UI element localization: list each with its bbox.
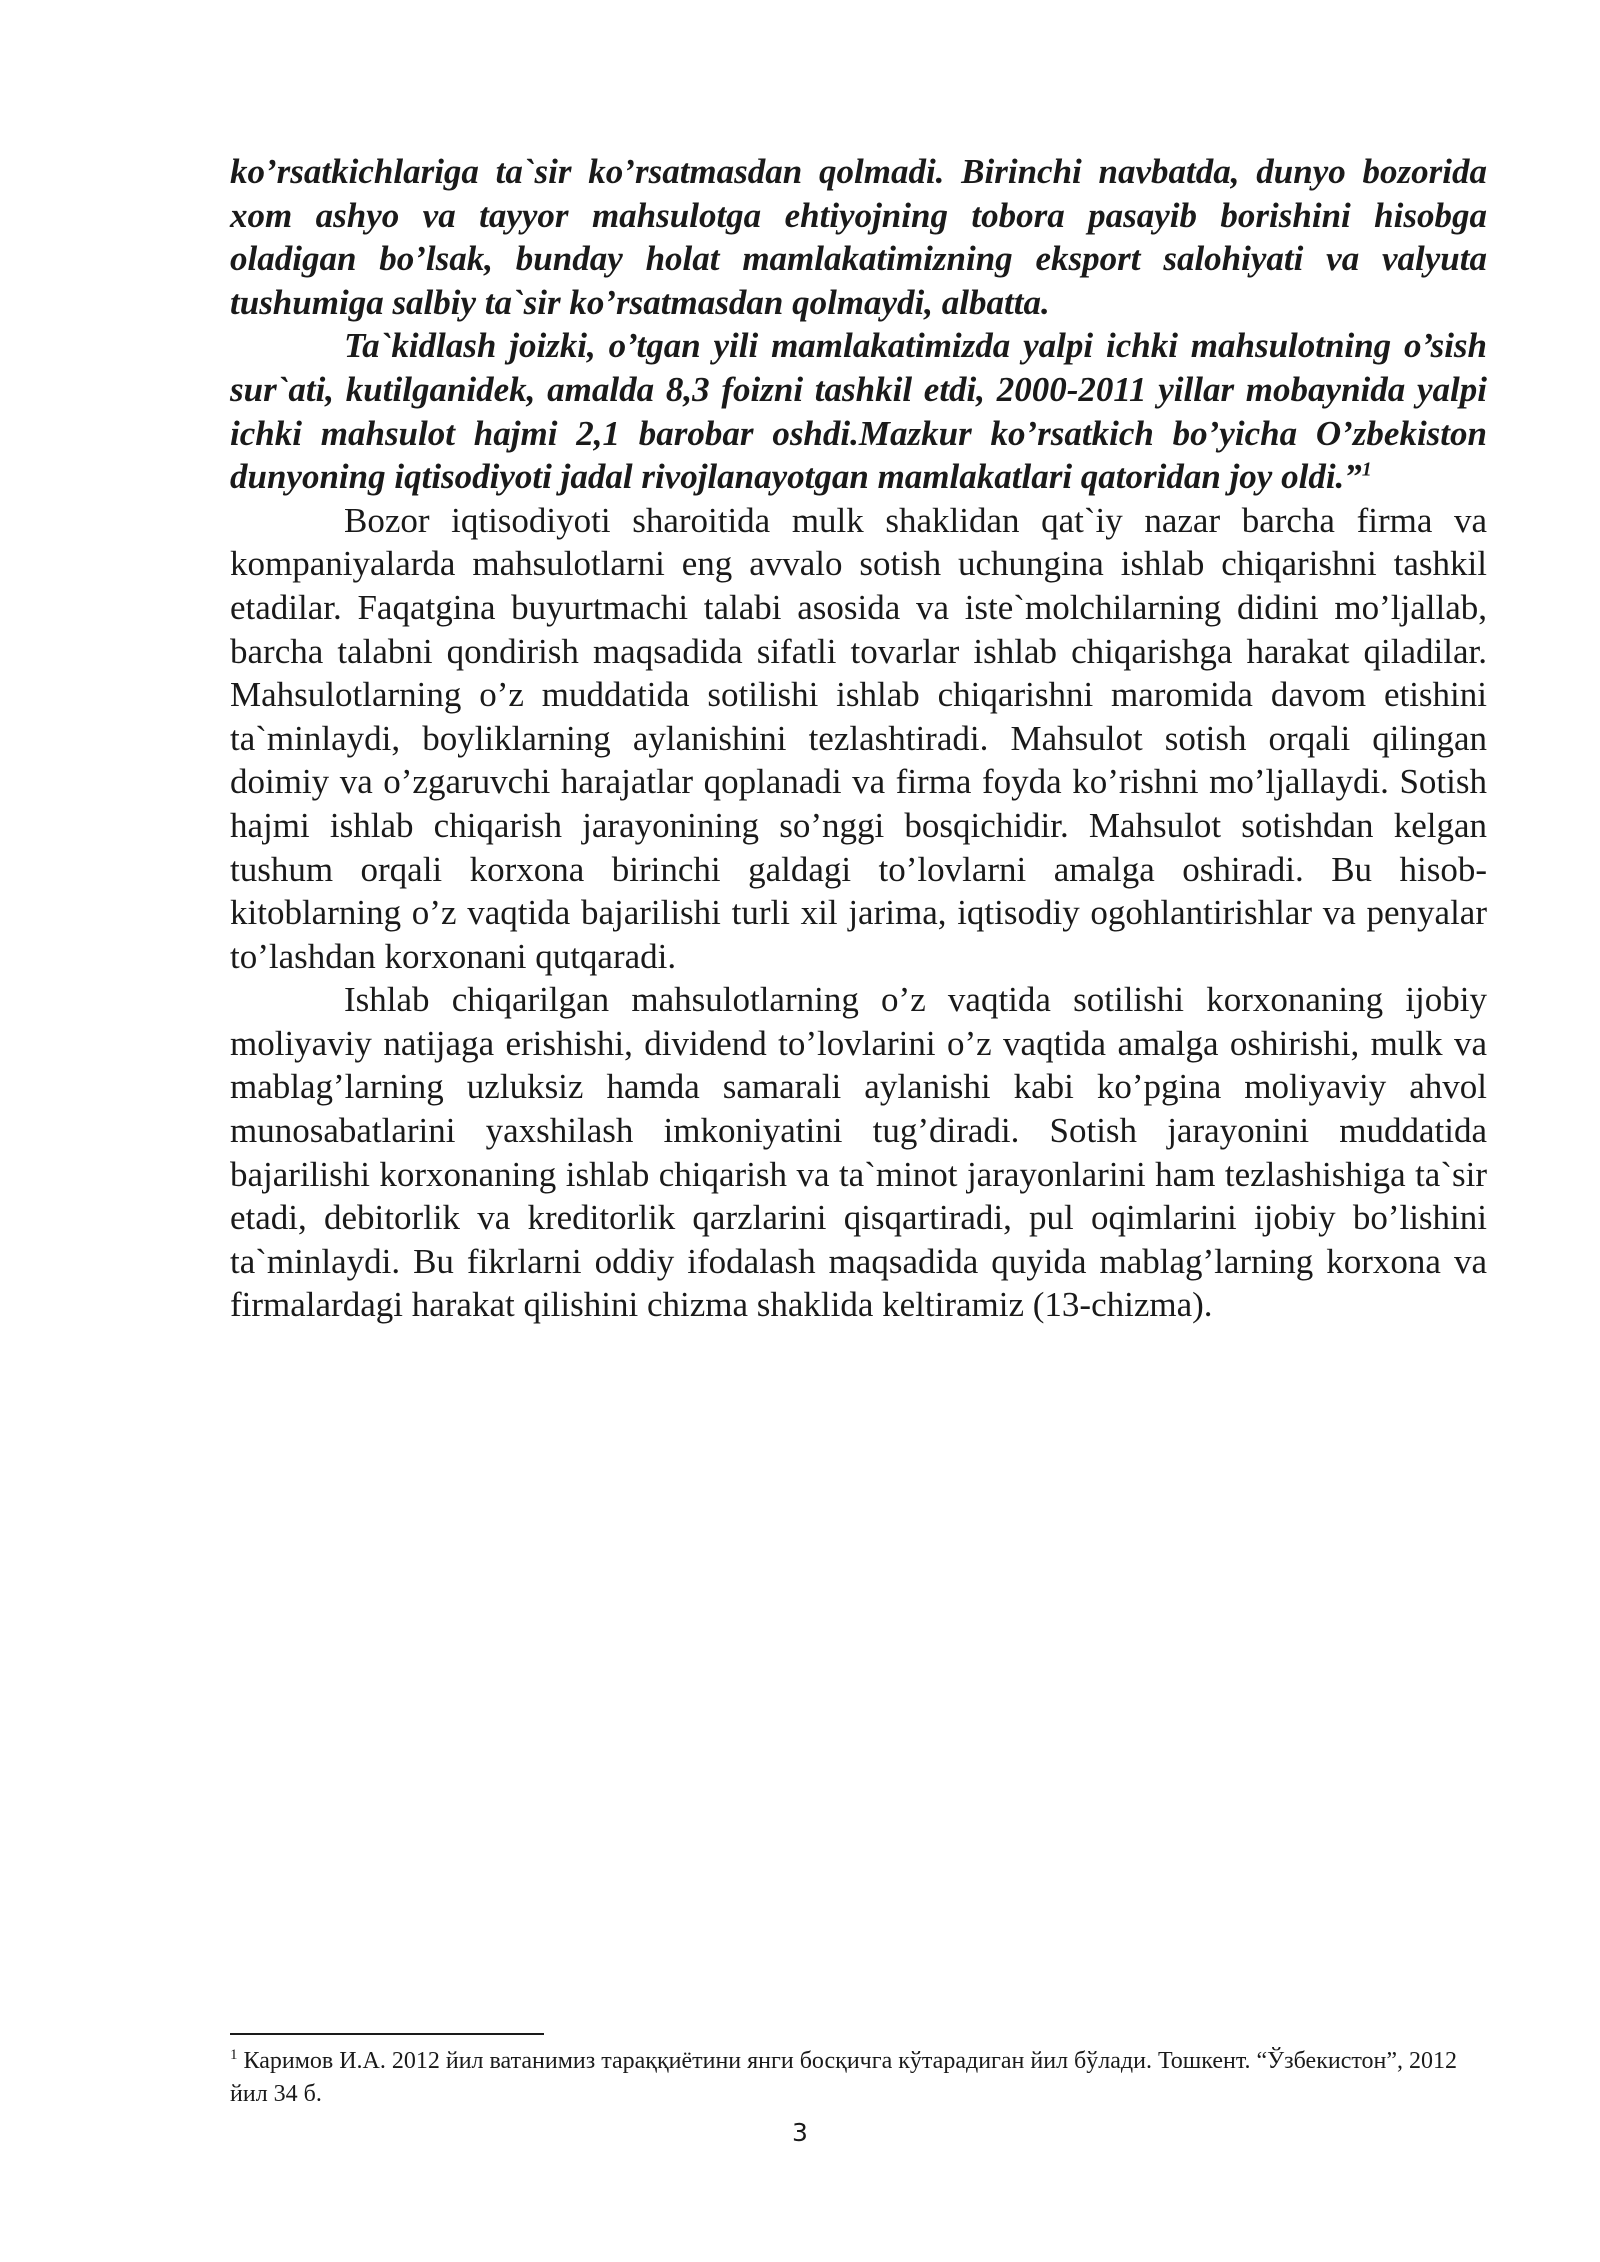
footnote-text: Каримов И.А. 2012 йил ватанимиз тараққиётини янги босқичга кўтарадиган йил бўлади. Тошкент. “Ўзбекистон”, 2012 йил 34 б. [230,2048,1458,2107]
body-paragraph: Bozor iqtisodiyoti sharoitida mulk shaklidan qat`iy nazar barcha firma va kompaniyalarda mahsulotlarni eng avvalo sotish uchungina ishlab chiqarishni tashkil etadilar. Faqatgina buyurtmachi talabi asosida va iste`molchilarning didini mo’ljallab, barcha talabni qondirish maqsadida sifatli tovarlar ishlab chiqarishga harakat qiladilar. Mahsulotlarning o’z muddatida sotilishi ishlab chiqarishni maromida davom etishini ta`minlaydi, boyliklarning aylanishini tezlashtiradi. Mahsulot sotish orqali qilingan doimiy va o’zgaruvchi harajatlar qoplanadi va firma foyda ko’rishni mo’ljallaydi. Sotish hajmi ishlab chiqarish jarayonining so’nggi bosqichidir. Mahsulot sotishdan kelgan tushum orqali korxona birinchi galdagi to’lovlarni amalga oshiradi. Bu hisob-kitoblarning o’z vaqtida bajarilishi turli xil jarima, iqtisodiy ogohlantirishlar va penyalar to’lashdan korxonani qutqaradi. [230,500,1487,976]
footnote-separator [230,2033,544,2035]
body-paragraph: Ishlab chiqarilgan mahsulotlarning o’z vaqtida sotilishi korxonaning ijobiy moliyaviy natijaga erishishi, dividend to’lovlarini o’z vaqtida amalga oshirishi, mulk va mablag’larning uzluksiz hamda samarali aylanishi kabi ko’pgina moliyaviy ahvol munosabatlarini yaxshilash imkoniyatini tug’diradi. Sotish jarayonini muddatida bajarilishi korxonaning ishlab chiqarish va ta`minot jarayonlarini ham tezlashishiga ta`sir etadi, debitorlik va kreditorlik qarzlarini qisqartiradi, pul oqimlarini ijobiy bo’lishini ta`minlaydi. Bu fikrlarni oddiy ifodalash maqsadida quyida mablag’larning korxona va firmalardagi harakat qilishini chizma shaklida keltiramiz (13-chizma). [230,980,1487,1325]
body-text [230,150,1487,1327]
quote-paragraph-text: Ta`kidlash joizki, o’tgan yili mamlakatimizda yalpi ichki mahsulotning o’sish sur`ati, kutilganidek, amalda 8,3 foizni tashkil etdi, 2000-2011 yillar mobaynida yalpi ichki mahsulot hajmi 2,1 barobar oshdi.Mazkur ko’rsatkich bo’yicha O’zbekiston dunyoning iqtisodiyoti jadal rivojlanayotgan mamlakatlari qatoridan joy oldi.” [230,326,1487,497]
footnote [230,2045,1487,2111]
page-number: 3 [792,2118,808,2147]
quote-paragraph [230,324,1487,498]
quote-paragraph: ko’rsatkichlariga ta`sir ko’rsatmasdan qolmadi. Birinchi navbatda, dunyo bozorida xom ashyo va tayyor mahsulotga ehtiyojning tobora pasayib borishini hisobga oladigan bo’lsak, bunday holat mamlakatimizning eksport salohiyati va valyuta tushumiga salbiy ta`sir ko’rsatmasdan qolmaydi, albatta. [230,152,1487,322]
footnote-number: 1 [230,2047,238,2063]
footnote-reference[interactable]: 1 [1361,458,1372,481]
